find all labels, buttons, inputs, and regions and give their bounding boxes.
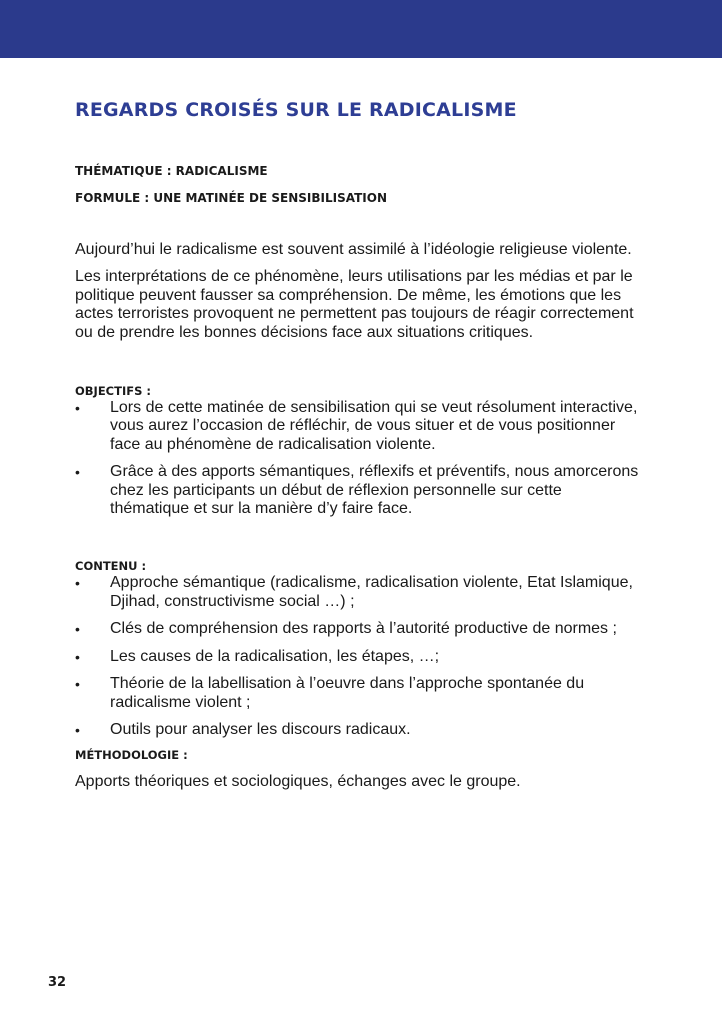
page-title: REGARDS CROISÉS SUR LE RADICALISME bbox=[75, 99, 517, 121]
intro-paragraph-1: Aujourd’hui le radicalisme est souvent assimilé à l’idéologie religieuse violente. bbox=[75, 241, 632, 258]
list-item-text: Lors de cette matinée de sensibilisation qui se veut résolument interactive, vous aurez l’occasion de réfléchir, de vous situer et de vous positionner face au phénomène de radicalisation violente. bbox=[110, 399, 638, 453]
list-item bbox=[75, 574, 645, 611]
list-item bbox=[75, 620, 645, 638]
list-item bbox=[75, 463, 645, 518]
list-item-text: Clés de compréhension des rapports à l’autorité productive de normes ; bbox=[110, 620, 617, 638]
list-item-text: Théorie de la labellisation à l’oeuvre dans l’approche spontanée du radicalisme violent ; bbox=[110, 675, 585, 711]
bullet-icon: • bbox=[75, 464, 80, 481]
bullet-icon: • bbox=[75, 648, 80, 665]
bullet-icon: • bbox=[75, 400, 80, 417]
list-item-text: Approche sémantique (radicalisme, radicalisation violente, Etat Islamique, Djihad, constructivisme social …) ; bbox=[110, 574, 633, 610]
thematique-label: THÉMATIQUE : RADICALISME bbox=[75, 164, 268, 178]
list-item-text: Outils pour analyser les discours radicaux. bbox=[110, 720, 411, 738]
formule-label: FORMULE : UNE MATINÉE DE SENSIBILISATION bbox=[75, 191, 387, 205]
page-content bbox=[75, 98, 645, 792]
intro-paragraph-2: Les interprétations de ce phénomène, leurs utilisations par les médias et par le politique peuvent fausser sa compréhension. De même, les émotions que les actes terroristes provoquent ne permettent pas toujours de réagir correctement ou de prendre les bonnes décisions face aux situations critiques. bbox=[75, 268, 634, 341]
objectifs-heading: OBJECTIFS : bbox=[75, 384, 151, 399]
list-item bbox=[75, 399, 645, 454]
list-item bbox=[75, 648, 645, 666]
methodologie-text: Apports théoriques et sociologiques, échanges avec le groupe. bbox=[75, 773, 521, 791]
bullet-icon: • bbox=[75, 575, 80, 592]
bullet-icon: • bbox=[75, 621, 80, 638]
header-band bbox=[0, 0, 722, 58]
page-number: 32 bbox=[48, 975, 67, 990]
contenu-heading: CONTENU : bbox=[75, 559, 147, 574]
methodologie-heading: MÉTHODOLOGIE : bbox=[75, 748, 188, 763]
contenu-list bbox=[75, 574, 645, 739]
bullet-icon: • bbox=[75, 721, 80, 738]
list-item-text: Les causes de la radicalisation, les étapes, …; bbox=[110, 647, 440, 665]
objectifs-list bbox=[75, 399, 645, 518]
bullet-icon: • bbox=[75, 676, 80, 693]
list-item-text: Grâce à des apports sémantiques, réflexifs et préventifs, nous amorcerons chez les participants un début de réflexion personnelle sur cette thématique et sur la manière d’y faire face. bbox=[110, 463, 639, 518]
list-item bbox=[75, 721, 645, 739]
list-item bbox=[75, 675, 645, 712]
